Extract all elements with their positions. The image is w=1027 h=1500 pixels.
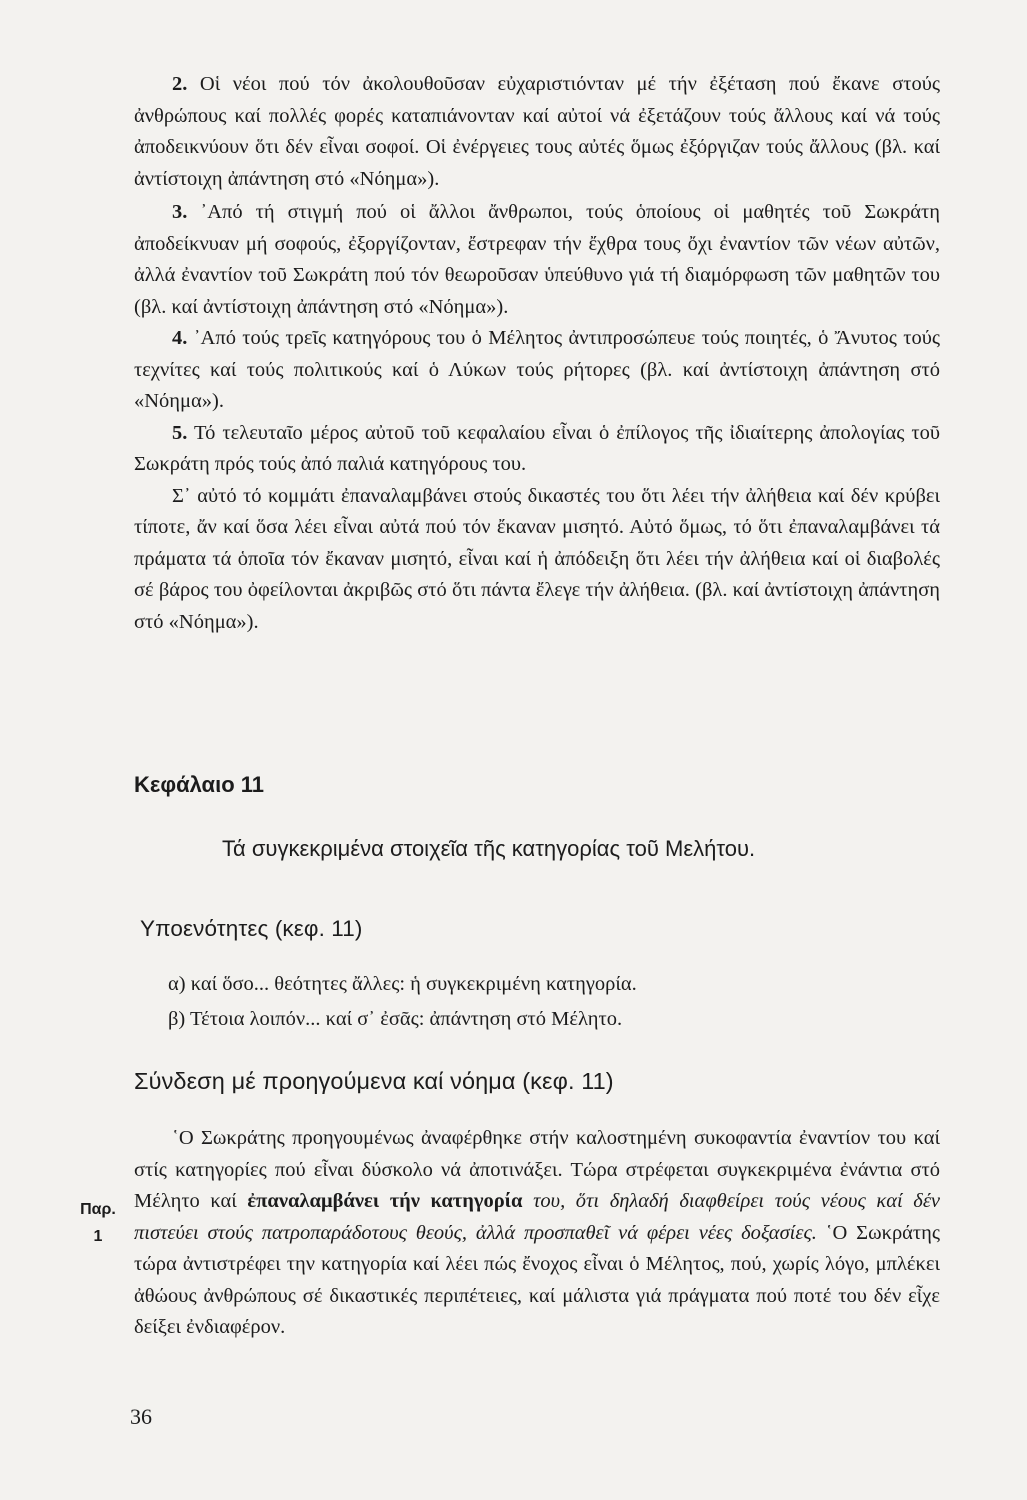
connection-text-part2: ῾Ο Σωκράτης τώρα ἀντιστρέφει την κατηγορία καί λέει πώς ἔνοχος εἶναι ὁ Μέλητος, πού, χωρίς λόγο, μπλέκει ἀθώους ἀνθρώπους σέ δικαστικές περιπέτειες, καί μάλιστα γιά πράγματα πού ποτέ του δέν εἶχε δείξει ἐνδιαφέρον. xyxy=(134,1221,940,1338)
margin-note-label: Παρ. xyxy=(80,1201,116,1218)
margin-note xyxy=(78,1196,118,1250)
page-number: 36 xyxy=(130,1404,152,1429)
chapter-subtitle: Τά συγκεκριμένα στοιχεῖα τῆς κατηγορίας τοῦ Μελήτου. xyxy=(222,836,756,861)
point-2 xyxy=(134,69,940,195)
point-5 xyxy=(134,418,940,481)
connection-text-part1: ῾Ο Σωκράτης προηγουμένως ἀναφέρθηκε στήν καλοστημένη συκοφαντία ἐναντίον του καί στίς κατηγορίες πού εἶναι δύσκολο νά ἀποτινάξει. Τώρα στρέφεται συγκεκριμένα ἐνάντια στό Μέλητο καί xyxy=(134,1127,940,1212)
point-text: Τό τελευταῖο μέρος αὐτοῦ τοῦ κεφαλαίου εἶναι ὁ ἐπίλογος τῆς ἰδιαίτερης ἀπολογίας τοῦ Σωκράτη πρός τούς ἀπό παλιά κατηγόρους του. xyxy=(134,421,940,475)
subsections-heading: Υποενότητες (κεφ. 11) xyxy=(140,916,363,941)
point-number: 2. xyxy=(172,73,188,95)
connection-paragraph xyxy=(134,1123,940,1344)
connection-heading: Σύνδεση μέ προηγούμενα καί νόημα (κεφ. 11) xyxy=(134,1068,614,1094)
point-3 xyxy=(134,197,940,323)
subsection-b: β) Τέτοια λοιπόν... καί σ᾽ ἐσᾶς: ἀπάντηση στό Μέλητο. xyxy=(168,1008,623,1030)
point-4 xyxy=(134,323,940,418)
point-5-continuation: Σ᾽ αὐτό τό κομμάτι ἐπαναλαμβάνει στούς δικαστές του ὅτι λέει τήν ἀλήθεια καί δέν κρύβει τίποτε, ἄν καί ὅσα λέει εἶναι αὐτά πού τόν ἔκαναν μισητό. Αὐτό ὅμως, τό ὅτι ἐπαναλαμβάνει τά πράματα τά ὁποῖα τόν ἔκαναν μισητό, εἶναι καί ἡ ἀπόδειξη ὅτι λέει τήν ἀλήθεια καί οἱ διαβολές σέ βάρος του ὀφείλονται ἀκριβῶς στό ὅτι πάντα ἔλεγε τήν ἀλήθεια. (βλ. καί ἀντίστοιχη ἀπάντηση στό «Νόημα»). xyxy=(134,484,940,633)
connection-text-italic: του, ὅτι δηλαδή διαφθείρει τούς νέους καί δέν πιστεύει στούς πατροπαράδοτους θεούς, ἀλλά προσπαθεῖ νά φέρει νέες δοξασίες. xyxy=(134,1190,940,1244)
point-text: ᾽Από τούς τρεῖς κατηγόρους του ὁ Μέλητος ἀντιπροσώπευε τούς ποιητές, ὁ Ἄνυτος τούς τεχνίτες καί τούς πολιτικούς καί ὁ Λύκων τούς ρήτορες (βλ. καί ἀντίστοιχη ἀπάντηση στό «Νόημα»). xyxy=(134,327,940,412)
margin-note-number: 1 xyxy=(93,1228,103,1245)
point-number: 4. xyxy=(172,327,188,349)
point-text: Οἱ νέοι πού τόν ἀκολουθοῦσαν εὐχαριστιόνταν μέ τήν ἐξέταση πού ἔκανε στούς ἀνθρώπους καί πολλές φορές καταπιάνονταν καί αὐτοί νά ἐξετάζουν τούς ἄλλους καί νά τούς ἀποδεικνύουν ὅτι δέν εἶναι σοφοί. Οἱ ἐνέργειες τους αὐτές ὅμως ἐξόργιζαν τούς ἄλλους (βλ. καί ἀντίστοιχη ἀπάντηση στό «Νόημα»). xyxy=(134,73,940,190)
connection-text-bold: ἐπαναλαμβάνει τήν κατηγορία xyxy=(247,1190,523,1212)
connection-text xyxy=(134,1123,940,1344)
point-number: 3. xyxy=(172,201,188,223)
points-list xyxy=(134,69,940,638)
chapter-title: Κεφάλαιο 11 xyxy=(134,772,265,797)
point-number: 5. xyxy=(172,421,188,444)
point-text: ᾽Από τή στιγμή πού οἱ ἄλλοι ἄνθρωποι, τούς ὁποίους οἱ μαθητές τοῦ Σωκράτη ἀποδείκνυαν μή σοφούς, ἐξοργίζονταν, ἔστρεφαν τήν ἔχθρα τους ὄχι ἐναντίον τῶν νέων αὐτῶν, ἀλλά ἐναντίον τοῦ Σωκράτη πού τόν θεωροῦσαν ὑπεύθυνο γιά τή διαμόρφωση τῶν μαθητῶν του (βλ. καί ἀντίστοιχη ἀπάντηση στό «Νόημα»). xyxy=(134,201,940,318)
subsection-a: α) καί ὅσο... θεότητες ἄλλες: ἡ συγκεκριμένη κατηγορία. xyxy=(168,973,637,995)
